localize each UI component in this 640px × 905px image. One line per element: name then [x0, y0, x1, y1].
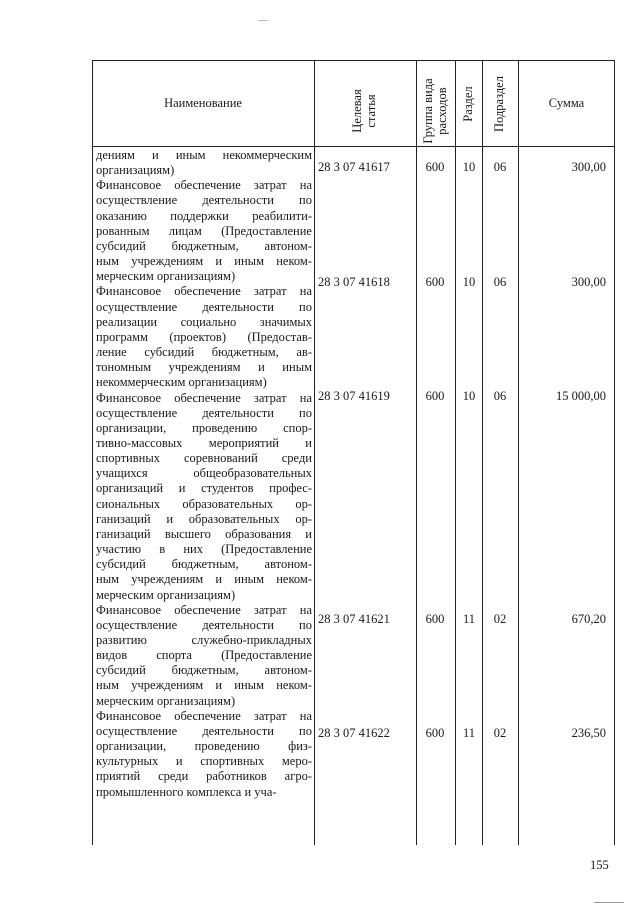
- row-section: 10: [462, 160, 476, 174]
- description-line: сиональных образовательных ор-: [96, 496, 312, 511]
- description-line: учащихся общеобразовательных: [96, 466, 312, 481]
- description-line: осуществление деятельности по: [96, 299, 312, 314]
- description-line: Финансовое обеспечение затрат на: [96, 390, 312, 405]
- description-line: тивно-массовых мероприятий и: [96, 435, 312, 450]
- description-line: субсидий бюджетным, автоном-: [96, 557, 312, 572]
- page-number: 155: [590, 858, 609, 872]
- row-sum: 300,00: [571, 275, 606, 289]
- description-line: Финансовое обеспечение затрат на: [96, 284, 312, 299]
- description-line: организациям): [96, 163, 175, 178]
- row-sum: 670,20: [571, 612, 606, 626]
- header-group-line1: Группа вида: [421, 78, 435, 144]
- description-line: приятий среди работников агро-: [96, 769, 312, 784]
- header-group: [421, 69, 451, 153]
- row-code: 28 3 07 41618: [318, 275, 390, 289]
- column-divider: [314, 60, 315, 845]
- description-line: осуществление деятельности по: [96, 617, 312, 632]
- description-line: организаций и студентов профес-: [96, 481, 312, 496]
- description-line: оказанию поддержки реабилити-: [96, 208, 312, 223]
- description-line: ганизаций высшего образования и: [96, 526, 312, 541]
- row-subsection: 02: [493, 726, 507, 740]
- description-line: мерческим организациям): [96, 269, 236, 284]
- row-sum: 15 000,00: [556, 389, 606, 403]
- row-subsection: 06: [493, 389, 507, 403]
- row-group: 600: [425, 389, 445, 403]
- column-divider: [482, 60, 483, 845]
- footer-mark: [594, 902, 624, 903]
- description-line: ным учреждениям и иным неком-: [96, 678, 312, 693]
- row-code: 28 3 07 41622: [318, 726, 390, 740]
- row-group: 600: [425, 160, 445, 174]
- description-line: Финансовое обеспечение затрат на: [96, 178, 312, 193]
- row-subsection: 06: [493, 275, 507, 289]
- description-line: развитию служебно-прикладных: [96, 633, 312, 647]
- row-group: 600: [425, 726, 445, 740]
- description-line: мерческим организациям): [96, 587, 236, 602]
- description-line: ным учреждениям и иным неком-: [96, 572, 312, 587]
- description-line: ганизаций и образовательных ор-: [96, 511, 312, 526]
- description-line: Финансовое обеспечение затрат на: [96, 708, 312, 723]
- description-line: ным учреждениям и иным неком-: [96, 254, 312, 269]
- description-line: мерческим организациям): [96, 693, 236, 708]
- header-code-line2: статья: [364, 94, 378, 128]
- description-line: промышленного комплекса и уча-: [96, 784, 277, 799]
- column-divider: [518, 60, 519, 845]
- row-subsection: 02: [493, 612, 507, 626]
- description-line: культурных и спортивных меро-: [96, 754, 312, 769]
- header-sum: Сумма: [548, 96, 585, 110]
- row-code: 28 3 07 41621: [318, 612, 390, 626]
- row-section: 10: [462, 275, 476, 289]
- scan-mark: [258, 20, 268, 21]
- row-group: 600: [425, 612, 445, 626]
- description-line: ление субсидий бюджетным, ав-: [96, 345, 312, 360]
- description-line: организации, проведению спор-: [96, 420, 312, 435]
- header-subsection: Подраздел: [492, 76, 506, 132]
- description-line: Финансовое обеспечение затрат на: [96, 602, 312, 617]
- row-sum: 236,50: [571, 726, 606, 740]
- description-line: реализации социально значимых: [96, 314, 312, 329]
- header-group-line2: расходов: [435, 87, 449, 135]
- row-sum: 300,00: [571, 160, 606, 174]
- row-subsection: 06: [493, 160, 507, 174]
- description-line: видов спорта (Предоставление: [96, 648, 312, 663]
- column-divider: [416, 60, 417, 845]
- row-code: 28 3 07 41617: [318, 160, 390, 174]
- table-right-border: [614, 60, 615, 845]
- description-line: осуществление деятельности по: [96, 723, 312, 738]
- description-line: субсидий бюджетным, автоном-: [96, 663, 312, 678]
- description-line: тономным учреждениям и иным: [96, 360, 312, 375]
- description-line: некоммерческим организациям): [96, 375, 267, 390]
- row-section: 11: [462, 726, 476, 740]
- header-code: [350, 61, 380, 161]
- header-code-line1: Целевая: [350, 89, 364, 133]
- row-group: 600: [425, 275, 445, 289]
- description-line: программ (проектов) (Предостав-: [96, 329, 312, 344]
- description-line: осуществление деятельности по: [96, 405, 312, 420]
- row-code: 28 3 07 41619: [318, 389, 390, 403]
- description-line: участию в них (Предоставление: [96, 542, 312, 557]
- row-section: 10: [462, 389, 476, 403]
- description-line: организации, проведению физ-: [96, 739, 312, 754]
- header-name: Наименование: [164, 96, 242, 110]
- table-left-border: [92, 60, 93, 845]
- header-section: Раздел: [461, 86, 475, 122]
- description-line: рованным лицам (Предоставление: [96, 223, 312, 238]
- description-line: субсидий бюджетным, автоном-: [96, 238, 312, 253]
- column-divider: [455, 60, 456, 845]
- row-section: 11: [462, 612, 476, 626]
- description-line: дениям и иным некоммерческим: [96, 148, 312, 162]
- description-line: осуществление деятельности по: [96, 193, 312, 208]
- description-column: [96, 148, 312, 800]
- description-line: спортивных соревнований среди: [96, 451, 312, 466]
